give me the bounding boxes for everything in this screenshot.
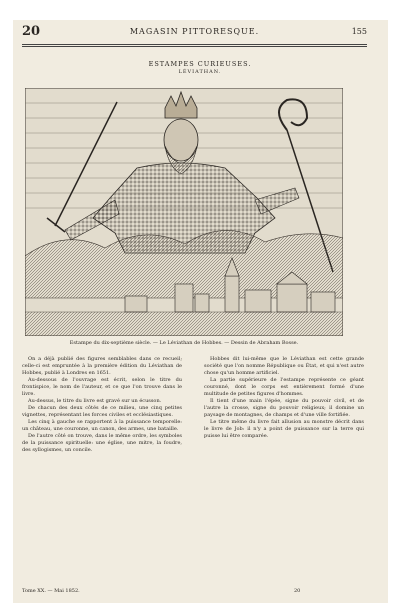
- right-column: [204, 356, 364, 581]
- footer-volume: Tome XX. — Mai 1852.: [22, 588, 80, 594]
- left-column: [22, 356, 182, 581]
- right-paragraph: La partie supérieure de l'estampe représente ce géant couronné, dont le corps est entièrement formé d'une multitude de petites figures d'hommes.: [204, 377, 364, 397]
- right-paragraph: Hobbes dit lui-même que le Léviathan est cette grande société que l'on nomme République ou État, et qui n'est autre chose qu'un homme artificiel.: [204, 356, 364, 376]
- left-paragraph: De l'autre côté on trouve, dans le même ordre, les symboles de la puissance spirituelle: une église, une mitre, la foudre, des syllogismes, un concile.: [22, 433, 182, 453]
- left-paragraph: Au-dessus, le titre du livre est gravé sur un écusson.: [28, 398, 162, 404]
- footer-signature: 20: [294, 588, 301, 594]
- left-paragraph: De chacun des deux côtés de ce milieu, une cinq petites vignettes, représentant les forces civiles et ecclésiastiques.: [22, 405, 182, 418]
- left-paragraph: Les cinq à gauche se rapportent à la puissance temporelle: un château, une couronne, un canon, des armes, une bataille.: [22, 419, 182, 432]
- running-title: MAGASIN PITTORESQUE.: [129, 27, 260, 36]
- left-paragraph: On a déjà publié des figures semblables dans ce recueil; celle-ci est empruntée à la première édition du Léviathan de Hobbes, publié à Londres en 1651.: [22, 356, 182, 376]
- page-number: 20: [22, 24, 41, 39]
- section-subtitle: LÉVIATHAN.: [178, 69, 222, 75]
- running-header: [22, 26, 367, 40]
- header-rule: [22, 44, 367, 45]
- leviathan-engraving: [25, 88, 343, 336]
- right-page-ref: 155: [351, 27, 367, 36]
- header-rule-thin: [22, 46, 367, 47]
- right-paragraph: Le titre même du livre fait allusion au monstre décrit dans le livre de Job: il n'y a point de puissance sur la terre qui puisse lui être comparée.: [204, 419, 364, 439]
- right-paragraph: Il tient d'une main l'épée, signe du pouvoir civil, et de l'autre la crosse, signe du pouvoir religieux; il domine un paysage de montagnes, de champs et d'une ville fortifiée.: [204, 398, 364, 418]
- engraving-caption: Estampe du dix-septième siècle. — Le Léviathan de Hobbes. — Dessin de Abraham Bosse.: [69, 340, 299, 346]
- section-title: ESTAMPES CURIEUSES.: [148, 60, 252, 68]
- left-paragraph: Au-dessous de l'ouvrage est écrit, selon le titre du frontispice, le nom de l'auteur, et ce que l'on trouve dans le livre.: [22, 377, 182, 397]
